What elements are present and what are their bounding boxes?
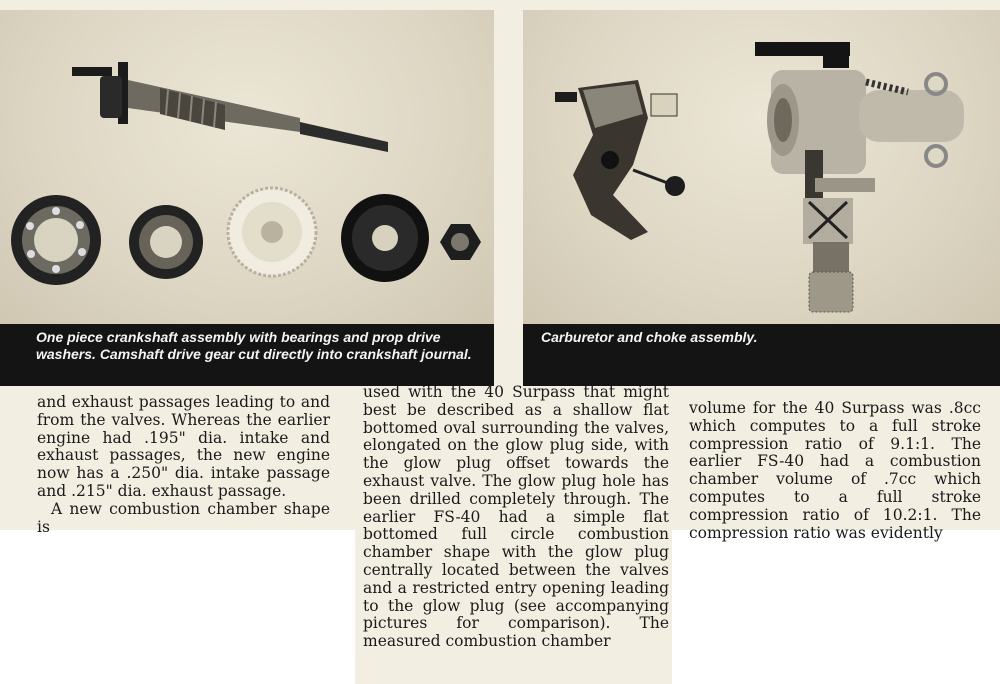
blank-area-left (0, 530, 355, 684)
blank-area-right (672, 530, 1000, 684)
text-column-left (37, 394, 330, 536)
choke-assembly-illustration (555, 80, 685, 240)
serrated-drive-washer (228, 188, 316, 276)
carburetor-body-illustration (755, 42, 964, 312)
text-column-right (689, 400, 981, 542)
caption-text: Carburetor and choke assembly. (541, 329, 758, 345)
hex-nut (440, 224, 481, 260)
paragraph: A new combustion chamber shape is (37, 499, 330, 536)
paragraph: and exhaust passages leading to and from the valves. Whereas the earlier engine had .195" dia. intake and exhaust passages, the new engine now has a .250" dia. intake passage and .215" dia. exhaust passage. (37, 393, 330, 500)
paragraph: used with the 40 Surpass that might best be described as a shallow flat bottomed oval surrounding the valves, elongated on the glow plug side, with the glow plug offset towards the exhaust valve. The glow plug hole has been drilled completely through. The earlier FS-40 had a simple flat bottomed full circle combustion chamber shape with the glow plug centrally located between the valves and a restricted entry opening leading to the glow plug (see accompanying pictures for comparison). The measured combustion chamber (363, 383, 669, 651)
crankshaft-assembly-photo (0, 10, 494, 324)
crankshaft-photo-caption (0, 324, 494, 386)
ball-bearing-small (129, 205, 203, 279)
crankshaft-illustration (72, 62, 388, 152)
prop-drive-washer (341, 194, 429, 282)
ball-bearing-large (11, 195, 101, 285)
caption-text: One piece crankshaft assembly with bearings and prop drive washers. Camshaft drive gear cut directly into crankshaft journal. (36, 329, 472, 362)
carburetor-photo (523, 10, 1000, 324)
text-column-middle (363, 384, 669, 651)
paragraph: volume for the 40 Surpass was .8cc which computes to a full stroke compression ratio of 9.1:1. The earlier FS-40 had a combustion chamber volume of .7cc which computes to a full stroke compression ratio of 10.2:1. The compression ratio was evidently (689, 399, 981, 542)
carburetor-photo-caption (523, 324, 1000, 386)
